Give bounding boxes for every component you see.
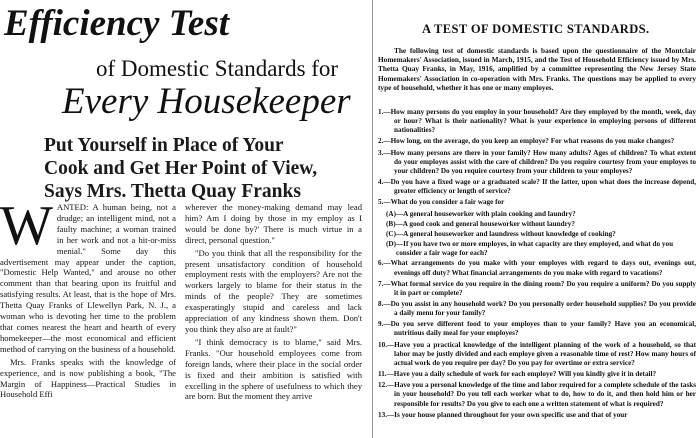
sidebar-test	[378, 0, 700, 438]
question-5d: (D)—If you have two or more employes, in what capacity are they employed, and what do you consider a fair wage for each?	[386, 240, 674, 258]
article-paragraph-2: Mrs. Franks speaks with the knowledge of experience, and is now publishing a book, "The Margin of Happiness—Practical Studies in Household Effi	[0, 356, 176, 400]
question-1: 1.—How many persons do you employ in your household? Are they employed by the month, week, day or hour? What is their nationality? What is your experience in employing persons of different nationalities?	[378, 108, 696, 135]
question-11: 11.—Have you a daily schedule of work for each employe? Will you kindly give it in detail?	[378, 370, 657, 379]
article-paragraph-5: "I think democracy is to blame," said Mrs. Franks. "Our household employees come from foreign lands, where their place in the social order is fixed and their ambition is satisfied with excelling in the sphere of usefulness to which they are born. But the moment they arrive	[185, 336, 362, 402]
headline-line-3: Every Housekeeper	[62, 81, 351, 122]
question-7: 7.—What formal service do you require in the dining room? Do you require a uniform? Do you supply it in part or complete?	[378, 279, 696, 297]
article-paragraph-4: "Do you think that all the responsibility for the present unsatisfactory condition of household employment rests with the employers? Are not the workers largely to blame for their status in the minds of the people? They are sometimes exasperatingly stupid and careless and lack appreciation of any kindness shown them. Don't you think they also are at fault?"	[185, 247, 362, 334]
question-3: 3.—How many persons are there in your family? How many adults? Ages of children? To what extent do your employes assist with the care of children? Do you require courtesy from your employes to your children? Do you require courtesy from your children to your employes?	[378, 148, 696, 175]
question-8: 8.—Do you assist in any household work? Do you personally order household supplies? Do you provide a daily menu for your family?	[378, 299, 696, 318]
question-5c: (C)—A general houseworker and laundress without knowledge of cooking?	[386, 229, 616, 238]
subheadline	[44, 134, 362, 203]
subheadline-line-3: Says Mrs. Thetta Quay Franks	[44, 181, 301, 202]
sidebar-intro	[378, 46, 696, 92]
article-paragraph-1: ANTED: A human being, not a drudge; an intelligent mind, not a faulty machine; a woman trained in her work and not a hit-or-miss menial." Some day this advertisement may appear under the caption, "Domestic Help Wanted," and arouse no other comment than that bearing upon its fruitful and satisfying results. At least, that is the hope of Mrs. Thetta Quay Franks of Llewellyn Park, N. J., a woman who is devoting her time to the problem that comes nearest the heart and hearth of every homekeeper—the most economical and efficient method of carrying on the business of a household.	[0, 202, 176, 354]
question-12: 12.—Have you a personal knowledge of the time and labor required for a complete schedule of the tasks in your household? Do you tell each worker what to do, how to do it, and then hold him or her responsible for results? Do you give to each one a written statement of what is required?	[378, 381, 696, 408]
question-6: 6.—What arrangements do you make with your employes with regard to days out, evenings out, evenings off duty? What financial arrangements do you make with regard to vacations?	[378, 259, 696, 277]
subheadline-line-2: Cook and Get Her Point of View,	[44, 158, 318, 179]
subheadline-line-1: Put Yourself in Place of Your	[44, 135, 284, 156]
article-paragraph-3: wherever the money-making demand may lead him? Am I doing by those in my employ as I would be done by?' There is much virtue in a direct, personal question."	[185, 202, 362, 245]
column-divider	[372, 0, 373, 438]
question-9: 9.—Do you serve different food to your employes than to your family? Have you an economical, nutritious daily meal for your employes?	[378, 320, 696, 338]
headline-line-1: Efficiency Test	[4, 3, 230, 44]
question-5a: (A)—A general houseworker with plain cooking and laundry?	[386, 209, 576, 218]
question-list	[378, 108, 696, 422]
question-4: 4.—Do you have a fixed wage or a graduated scale? If the latter, upon what does the increase depend, greater efficiency or length of service?	[378, 178, 696, 196]
headline-line-2: of Domestic Standards for	[96, 56, 339, 81]
question-13: 13.—Is your house planned throughout for your own specific use and that of your	[378, 410, 628, 419]
question-5: 5.—What do you consider a fair wage for	[378, 198, 505, 207]
article-column-left	[0, 202, 176, 438]
question-2: 2.—How long, on the average, do you keep an employe? For what reasons do you make changes?	[378, 137, 675, 146]
question-5b: (B)—A good cook and general houseworker without laundry?	[386, 219, 575, 228]
sidebar-title: A TEST OF DOMESTIC STANDARDS.	[422, 22, 650, 36]
question-10: 10.—Have you a practical knowledge of the intelligent planning of the work of a household, so that labor may be justly divided and each employe given a reasonable time of rest? How many hours of actual work do you require per day? Do you pay for overtime or extra service?	[378, 340, 696, 367]
sidebar-intro-text: The following test of domestic standards is based upon the questionnaire of the Montclair Homemakers' Association, issued in March, 1915, and the Test of Household Efficiency issued by Mrs. Thetta Quay Franks, in May, 1916, amplified by a committee representing the New Jersey State Homemakers' Association in co-operation with Mrs. Franks. The questions may be applied to every type of household, whether it has one or many employes.	[378, 46, 696, 92]
drop-cap: W	[0, 202, 53, 257]
article-column-middle	[185, 202, 362, 438]
